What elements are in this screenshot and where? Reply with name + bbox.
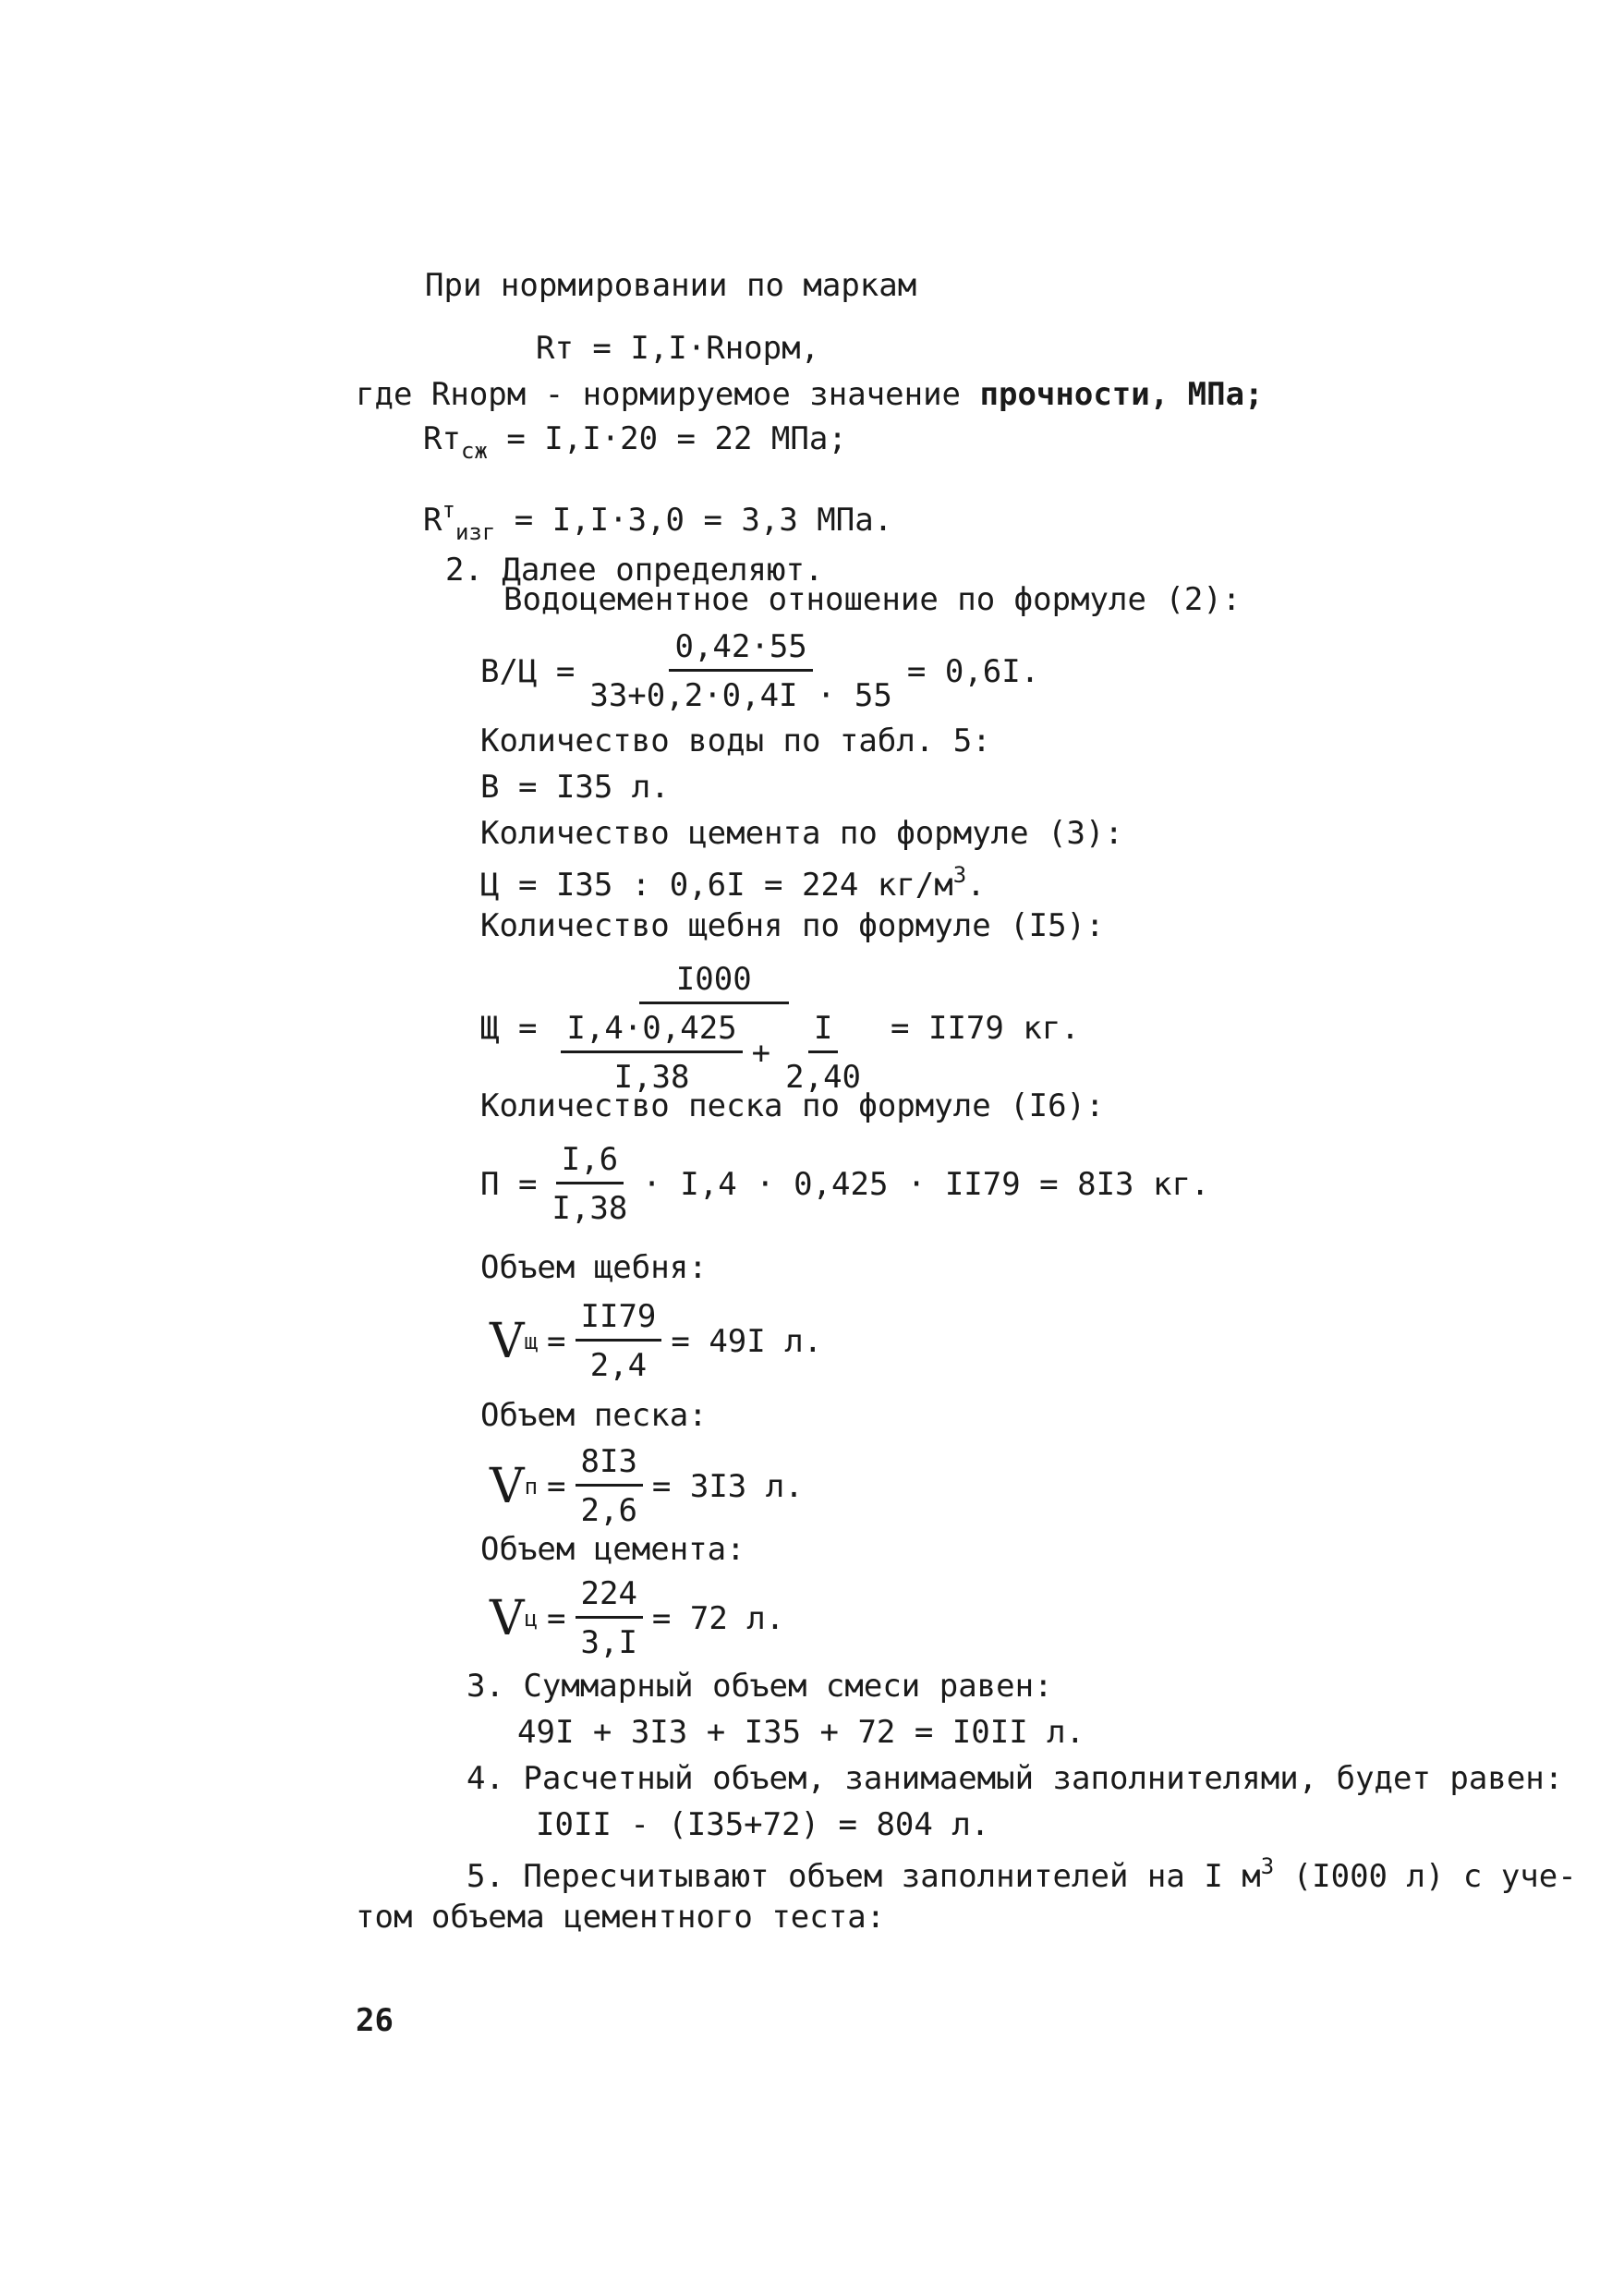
gravel-lhs: Щ = (480, 1010, 538, 1047)
r-compression-value: = I,I·20 = 22 МПа; (487, 420, 847, 457)
vol-gravel-formula (490, 1298, 822, 1384)
wc-denominator: 33+0,2·0,4I · 55 (589, 677, 892, 714)
step-4-value: I0II - (I35+72) = 804 л. (536, 1806, 990, 1843)
volume-symbol: V (490, 1458, 525, 1514)
rt-formula: Rт = I,I·Rнорм, (536, 330, 820, 367)
sand-title: Количество песка по формуле (I6): (480, 1087, 1105, 1124)
vol-cement-fraction (576, 1575, 643, 1661)
step-5-text-b: (I000 л) с уче- (1274, 1858, 1577, 1895)
r-sub: изг (454, 519, 496, 545)
sand-denominator: I,38 (551, 1190, 628, 1227)
cement-expr: Ц = I35 : 0,6I = 224 кг/м (480, 867, 953, 904)
volume-symbol: V (490, 1590, 525, 1646)
wc-numerator: 0,42·55 (669, 628, 812, 672)
vol-cement-eq: = (547, 1599, 566, 1637)
volume-symbol: V (490, 1313, 525, 1369)
cement-exponent: 3 (952, 862, 967, 888)
vol-gravel-fraction (576, 1298, 662, 1384)
r-compression-formula (423, 420, 847, 464)
definition-bold-text: прочности, МПа; (979, 376, 1264, 413)
water-value: В = I35 л. (480, 769, 670, 806)
gravel-plus: + (751, 1034, 771, 1072)
cement-value (480, 862, 986, 904)
definition-text: где Rнорм - нормируемое значение (356, 376, 980, 413)
vol-gravel-num: II79 (576, 1298, 662, 1342)
vol-cement-num: 224 (576, 1575, 643, 1619)
step-5-text-a: 5. Пересчитывают объем заполнителей на I м (467, 1858, 1261, 1895)
gravel-fraction (546, 961, 881, 1096)
r-symbol: R (423, 502, 442, 539)
cement-period: . (966, 867, 986, 904)
sand-numerator: I,6 (556, 1141, 624, 1184)
vol-gravel-result: = 49I л. (671, 1322, 823, 1360)
water-title: Количество воды по табл. 5: (480, 722, 991, 759)
gravel-sub-fraction-1 (561, 1010, 742, 1096)
gravel-sub-fraction-2 (780, 1010, 867, 1096)
step-2-heading: 2. Далее определяют. (445, 552, 824, 589)
r-sup: т (442, 497, 455, 523)
r-symbol: Rт (423, 420, 461, 457)
vol-sand-result: = 3I3 л. (651, 1467, 804, 1505)
r-bending-formula (423, 499, 892, 543)
gravel-formula (480, 961, 1080, 1096)
vol-cement-formula (490, 1575, 784, 1661)
cement-title: Количество цемента по формуле (3): (480, 815, 1123, 852)
vol-cement-den: 3,I (580, 1624, 637, 1661)
vol-sand-eq: = (547, 1467, 566, 1505)
definition-line (356, 376, 1264, 413)
vol-sand-num: 8I3 (576, 1443, 643, 1487)
gravel-f1-num: I,4·0,425 (561, 1010, 742, 1053)
wc-fraction (584, 628, 898, 714)
gravel-result: = II79 кг. (891, 1010, 1080, 1047)
volume-sub: ц (524, 1605, 539, 1632)
sand-result: · I,4 · 0,425 · II79 = 8I3 кг. (642, 1165, 1210, 1203)
r-sub: сж (460, 438, 488, 464)
wc-ratio-title: Водоцементное отношение по формуле (2): (503, 581, 1242, 618)
vol-gravel-title: Объем щебня: (480, 1249, 708, 1286)
page-number: 26 (356, 2002, 394, 2039)
intro-text: При нормировании по маркам (425, 267, 917, 304)
gravel-f2-num: I (808, 1010, 838, 1053)
vol-cement-title: Объем цемента: (480, 1531, 745, 1568)
step-3-value: 49I + 3I3 + I35 + 72 = I0II л. (517, 1714, 1085, 1751)
gravel-title: Количество щебня по формуле (I5): (480, 907, 1105, 944)
wc-ratio-formula (480, 628, 1039, 714)
volume-sub: щ (524, 1328, 539, 1354)
vol-sand-formula (490, 1443, 804, 1529)
step-5-exponent: 3 (1260, 1853, 1275, 1879)
step-3-heading: 3. Суммарный объем смеси равен: (467, 1668, 1053, 1705)
vol-sand-fraction (576, 1443, 643, 1529)
sand-formula (480, 1141, 1209, 1227)
step-5-continuation: том объема цементного теста: (356, 1899, 886, 1936)
gravel-f2-den: 2,40 (785, 1059, 862, 1096)
sand-fraction (546, 1141, 633, 1227)
step-4-heading: 4. Расчетный объем, занимаемый заполнителями, будет равен: (467, 1760, 1564, 1797)
gravel-f1-den: I,38 (613, 1059, 690, 1096)
gravel-denominator (546, 1004, 881, 1096)
sand-lhs: П = (480, 1165, 538, 1203)
wc-result: = 0,6I. (906, 652, 1040, 690)
vol-gravel-eq: = (547, 1322, 566, 1360)
step-5-heading (467, 1853, 1577, 1895)
vol-gravel-den: 2,4 (589, 1347, 648, 1384)
vol-sand-title: Объем песка: (480, 1397, 708, 1434)
vol-cement-result: = 72 л. (651, 1599, 785, 1637)
vol-sand-den: 2,6 (580, 1492, 637, 1529)
volume-sub: п (524, 1473, 539, 1500)
wc-lhs: В/Ц = (480, 652, 576, 690)
r-bending-value: = I,I·3,0 = 3,3 МПа. (495, 502, 893, 539)
gravel-numerator: I000 (639, 961, 789, 1004)
